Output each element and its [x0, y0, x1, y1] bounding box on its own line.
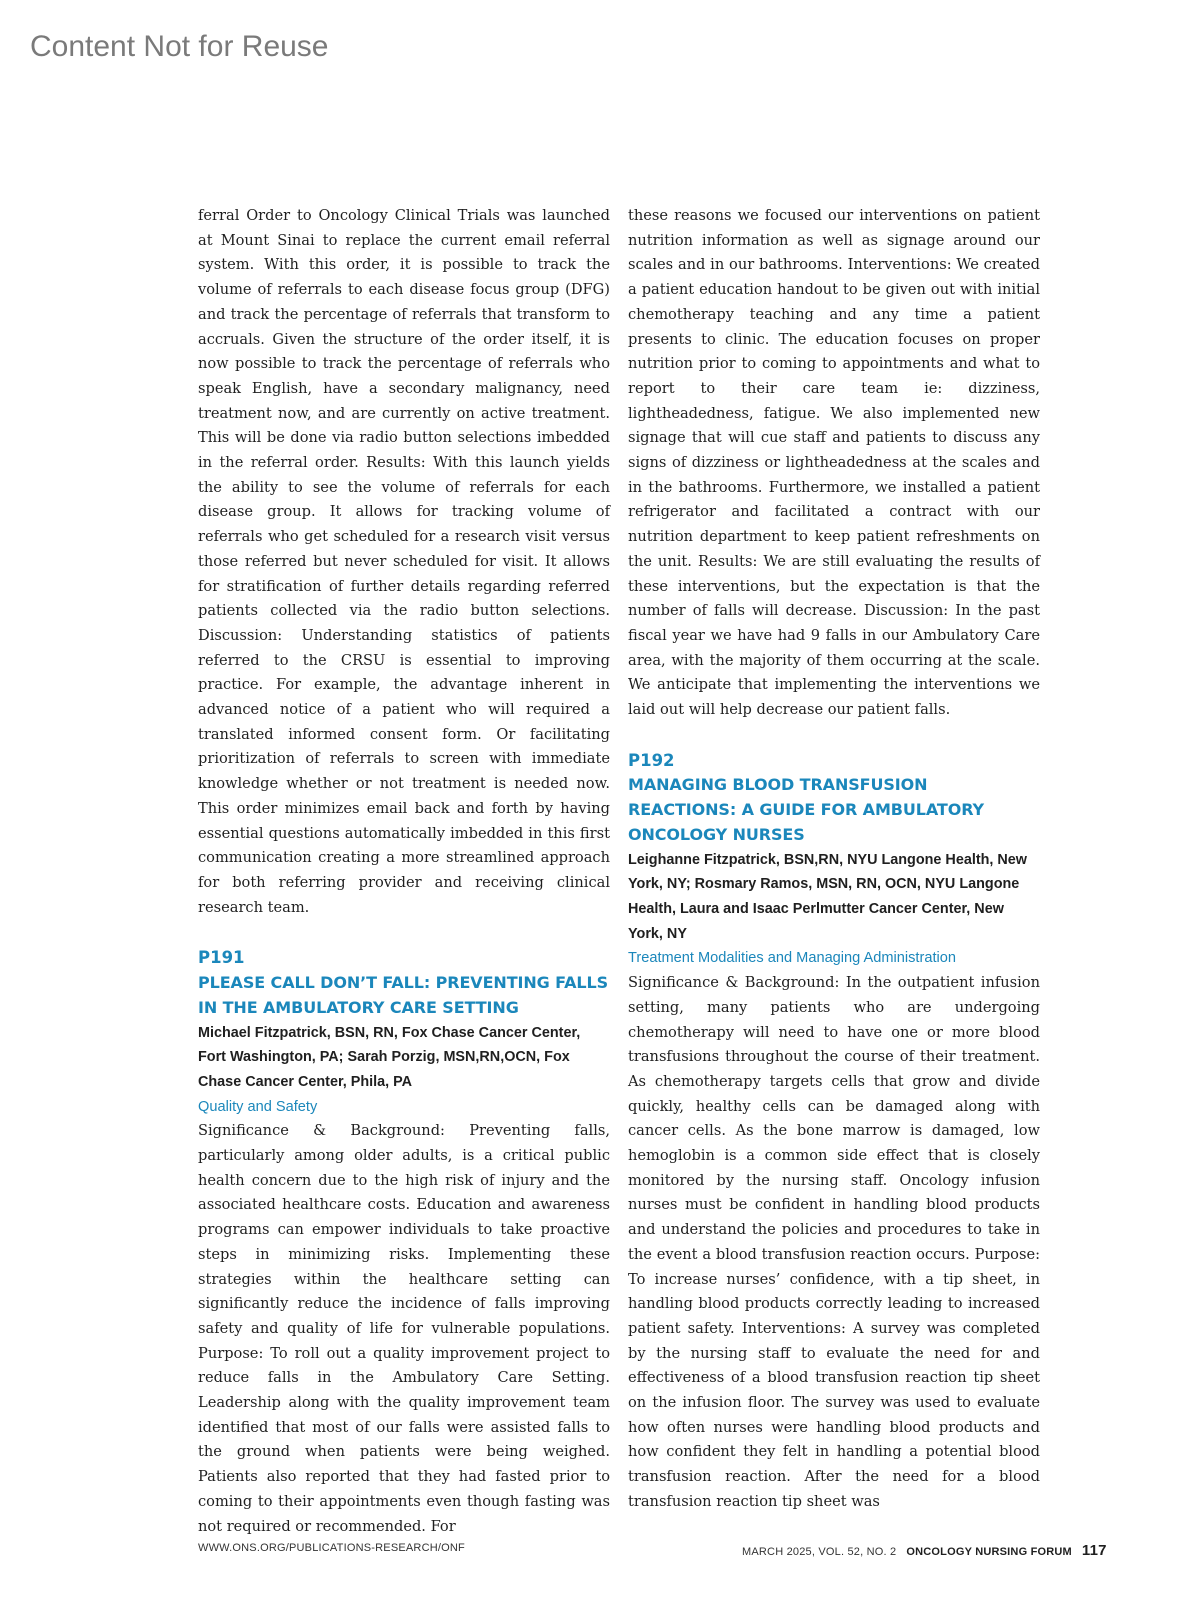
abstract-title: PLEASE CALL DON’T FALL: PREVENTING FALLS IN THE AMBULATORY CARE SETTING [198, 973, 609, 1017]
abstract-authors: Michael Fitzpatrick, BSN, RN, Fox Chase Cancer Center, Fort Washington, PA; Sarah Porzig, MSN,RN,OCN, Fox Chase Cancer Center, Phila, PA [198, 1024, 581, 1090]
abstract-id: P192 [628, 750, 675, 770]
abstract-body: Significance & Background: In the outpatient infusion setting, many patients who are undergoing chemotherapy will need to have one or more blood transfusions throughout the course of their treatment. As chemotherapy targets cells that grow and divide quickly, healthy cells can be damaged along with cancer cells. As the bone marrow is damaged, low hemoglobin is a common side effect that is closely monitored by the nursing staff. Oncology infusion nurses must be confident in handling blood products and understand the policies and procedures to take in the event a blood transfusion reaction occurs. Purpose: To increase nurses’ confidence, with a tip sheet, in handling blood products correctly leading to increased patient safety. Interventions: A survey was completed by the nursing staff to evaluate the need for and effectiveness of a blood transfusion reaction tip sheet on the infusion floor. The survey was used to evaluate how often nurses were handling blood products and how confident they felt in handling a potential blood transfusion reaction. After the need for a blood transfusion reaction tip sheet was [628, 974, 1040, 1510]
watermark: Content Not for Reuse [30, 30, 329, 63]
footer-journal: ONCOLOGY NURSING FORUM [906, 1546, 1072, 1558]
footer-issue: MARCH 2025, VOL. 52, NO. 2 [742, 1546, 897, 1558]
abstract-id: P191 [198, 948, 245, 968]
right-column [628, 204, 1040, 1515]
abstract-p192 [628, 749, 1040, 1515]
abstract-p191 [198, 946, 610, 1539]
abstract-title: MANAGING BLOOD TRANSFUSION REACTIONS: A GUIDE FOR AMBULATORY ONCOLOGY NURSES [628, 775, 985, 844]
continued-text: ferral Order to Oncology Clinical Trials was launched at Mount Sinai to replace the current email referral system. With this order, it is possible to track the volume of referrals to each disease focus group (DFG) and track the percentage of referrals that transform to accruals. Given the structure of the order itself, it is now possible to track the percentage of referrals who speak English, have a secondary malignancy, need treatment now, and are currently on active treatment. This will be done via radio button selections imbedded in the referral order. Results: With this launch yields the ability to see the volume of referrals for each disease group. It allows for tracking volume of referrals who get scheduled for a research visit versus those referred but never scheduled for visit. It allows for stratification of further details regarding referred patients collected via the radio button selections. Discussion: Understanding statistics of patients referred to the CRSU is essential to improving practice. For example, the advantage inherent in advanced notice of a patient who will required a translated informed consent form. Or facilitating prioritization of referrals to screen with immediate knowledge whether or not treatment is needed now. This order minimizes email back and forth by having essential questions automatically imbedded in this first communication creating a more streamlined approach for both referring provider and receiving clinical research team. [198, 207, 610, 916]
abstract-category: Quality and Safety [198, 1098, 318, 1115]
footer-url[interactable]: WWW.ONS.ORG/PUBLICATIONS-RESEARCH/ONF [198, 1542, 465, 1554]
left-column [198, 204, 610, 1539]
footer-issue-info [742, 1542, 1107, 1559]
continued-text: these reasons we focused our interventions on patient nutrition information as well as signage around our scales and in our bathrooms. Interventions: We created a patient education handout to be given out with initial chemotherapy teaching and any time a patient presents to clinic. The education focuses on proper nutrition prior to coming to appointments and what to report to their care team ie: dizziness, lightheadedness, fatigue. We also implemented new signage that will cue staff and patients to discuss any signs of dizziness or lightheadedness at the scales and in the bathrooms. Furthermore, we installed a patient refrigerator and facilitated a contract with our nutrition department to keep patient refreshments on the unit. Results: We are still evaluating the results of these interventions, but the expectation is that the number of falls will decrease. Discussion: In the past fiscal year we have had 9 falls in our Ambulatory Care area, with the majority of them occurring at the scale. We anticipate that implementing the interventions we laid out will help decrease our patient falls. [628, 207, 1040, 719]
abstract-authors: Leighanne Fitzpatrick, BSN,RN, NYU Langone Health, New York, NY; Rosmary Ramos, MSN, RN, OCN, NYU Langone Health, Laura and Isaac Perlmutter Cancer Center, New York, NY [628, 851, 1027, 942]
abstract-category: Treatment Modalities and Managing Administration [628, 950, 956, 967]
abstract-body: Significance & Background: Preventing falls, particularly among older adults, is a critical public health concern due to the high risk of injury and the associated healthcare costs. Education and awareness programs can empower individuals to take proactive steps in minimizing risks. Implementing these strategies within the healthcare setting can significantly reduce the incidence of falls improving safety and quality of life for vulnerable populations. Purpose: To roll out a quality improvement project to reduce falls in the Ambulatory Care Setting. Leadership along with the quality improvement team identified that most of our falls were assisted falls to the ground when patients were being weighed. Patients also reported that they had fasted prior to coming to their appointments even though fasting was not required or recommended. For [198, 1122, 610, 1535]
page-number: 117 [1081, 1542, 1107, 1559]
